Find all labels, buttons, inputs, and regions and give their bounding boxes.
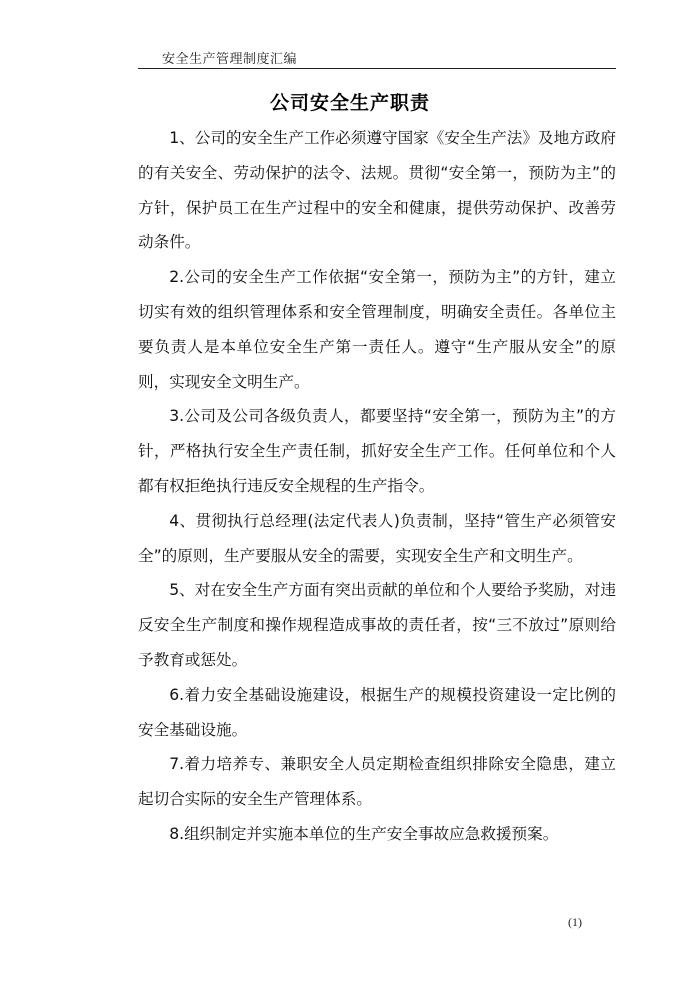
paragraph-7: 7.着力培养专、兼职安全人员定期检查组织排除安全隐患，建立起切合实际的安全生产管理体系。 xyxy=(138,755,616,809)
paragraph-5: 5、对在安全生产方面有突出贡献的单位和个人要给予奖励，对违反安全生产制度和操作规程造成事故的责任者，按“三不放过”原则给予教育或惩处。 xyxy=(138,581,616,669)
document-body xyxy=(138,121,616,852)
paragraph-8: 8.组织制定并实施本单位的生产安全事故应急救援预案。 xyxy=(169,824,559,843)
running-header: 安全生产管理制度汇编 xyxy=(162,52,298,67)
paragraph-2: 2.公司的安全生产工作依据“安全第一，预防为主”的方针，建立切实有效的组织管理体系和安全管理制度，明确安全责任。各单位主要负责人是本单位安全生产第一责任人。遵守“生产服从安全”的原则，实现安全文明生产。 xyxy=(138,268,616,391)
page-number: (1) xyxy=(568,915,582,929)
paragraph-4: 4、贯彻执行总经理(法定代表人)负责制，坚持“管生产必须管安全”的原则，生产要服从安全的需要，实现安全生产和文明生产。 xyxy=(138,511,616,565)
page-title: 公司安全生产职责 xyxy=(269,92,430,114)
paragraph-1: 1、公司的安全生产工作必须遵守国家《安全生产法》及地方政府的有关安全、劳动保护的法令、法规。贯彻“安全第一，预防为主”的方针，保护员工在生产过程中的安全和健康，提供劳动保护、改善劳动条件。 xyxy=(138,129,616,252)
header-divider xyxy=(138,68,616,69)
paragraph-3: 3.公司及公司各级负责人，都要坚持“安全第一，预防为主”的方针，严格执行安全生产责任制，抓好安全生产工作。任何单位和个人都有权拒绝执行违反安全规程的生产指令。 xyxy=(138,407,616,495)
paragraph-6: 6.着力安全基础设施建设，根据生产的规模投资建设一定比例的安全基础设施。 xyxy=(138,685,616,739)
